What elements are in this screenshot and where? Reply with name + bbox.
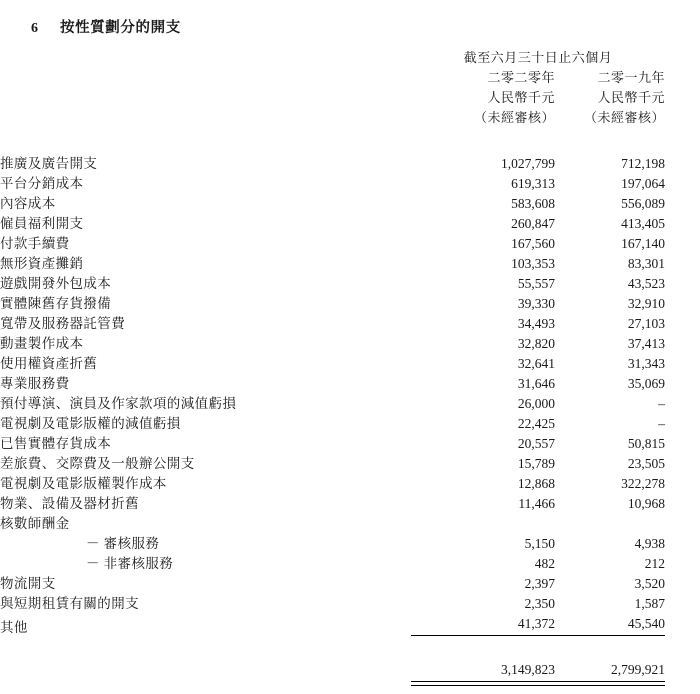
cell-2019: 322,278	[621, 476, 666, 491]
table-row	[0, 212, 700, 232]
cell-2020: 39,330	[517, 296, 555, 311]
cell-2020: 15,789	[517, 456, 555, 471]
cell-2019	[555, 512, 665, 532]
cell-2019: 37,413	[627, 336, 666, 351]
table-row	[0, 492, 700, 512]
cell-2019: 167,140	[621, 236, 666, 251]
cell-2020: 34,493	[517, 316, 555, 331]
cell-2020: 260,847	[511, 216, 555, 231]
row-label: 付款手續費	[0, 236, 70, 251]
total-rule-2020	[411, 682, 555, 686]
cell-2020: 55,557	[517, 276, 555, 291]
column-header-year-2019: 二零一九年	[597, 70, 666, 85]
table-row	[0, 552, 700, 572]
cell-2020: 20,557	[517, 436, 555, 451]
cell-2020: 482	[534, 556, 555, 571]
column-header-unit-2020: 人民幣千元	[487, 90, 555, 105]
cell-2020: 31,646	[517, 376, 555, 391]
cell-2019: 27,103	[627, 316, 666, 331]
table-row	[0, 292, 700, 312]
cell-2019: 23,505	[627, 456, 666, 471]
cell-2020: 41,372	[411, 612, 555, 636]
column-header-unit-2019: 人民幣千元	[597, 90, 666, 105]
cell-2019: 43,523	[627, 276, 666, 291]
table-row	[0, 272, 700, 292]
column-header-audit-2020: （未經審核）	[473, 110, 555, 125]
table-row	[0, 152, 700, 172]
table-row	[0, 372, 700, 392]
cell-2019: 4,938	[634, 536, 666, 551]
cell-2019: 212	[644, 556, 666, 571]
table-row	[0, 612, 700, 636]
cell-2020: 26,000	[517, 396, 555, 411]
row-label: 遊戲開發外包成本	[0, 276, 112, 291]
total-row	[0, 656, 700, 682]
header-row-period	[0, 46, 700, 66]
cell-2019: 1,587	[634, 596, 666, 611]
cell-2020: 2,397	[524, 576, 555, 591]
row-label: 電視劇及電影版權製作成本	[0, 476, 167, 491]
cell-2019: 556,089	[621, 196, 666, 211]
row-label: 差旅費、交際費及一般辦公開支	[0, 456, 195, 471]
table-row	[0, 352, 700, 372]
row-label: 無形資產攤銷	[0, 256, 84, 271]
table-row	[0, 332, 700, 352]
column-header-year-2020: 二零二零年	[487, 70, 555, 85]
note-heading	[0, 16, 700, 37]
total-spacer	[0, 636, 700, 657]
total-rule-2019	[555, 682, 665, 686]
row-label: 核數師酬金	[0, 516, 70, 531]
table-row	[0, 232, 700, 252]
row-label: 物業、設備及器材折舊	[0, 496, 139, 511]
table-row	[0, 452, 700, 472]
table-row	[0, 252, 700, 272]
expenses-by-nature-table	[0, 46, 700, 686]
row-label: 動畫製作成本	[0, 336, 84, 351]
row-label: 平台分銷成本	[0, 176, 84, 191]
table-row	[0, 312, 700, 332]
table-row	[0, 532, 700, 552]
cell-2020: 167,560	[511, 236, 555, 251]
header-period-label: 截至六月三十日止六個月	[463, 50, 613, 65]
row-label: 實體陳舊存貨撥備	[0, 296, 112, 311]
cell-2019: 712,198	[621, 156, 666, 171]
cell-2020: 2,350	[524, 596, 555, 611]
cell-2020	[411, 512, 555, 532]
row-label: 內容成本	[0, 196, 56, 211]
table-row	[0, 172, 700, 192]
row-label: 與短期租賃有關的開支	[0, 596, 139, 611]
table-row	[0, 472, 700, 492]
row-label: － 審核服務	[86, 536, 160, 551]
cell-2019: –	[658, 416, 666, 431]
page-title: 按性質劃分的開支	[60, 20, 181, 36]
row-label: － 非審核服務	[86, 556, 174, 571]
row-label: 專業服務費	[0, 376, 70, 391]
cell-2020: 12,868	[517, 476, 555, 491]
row-label: 其他	[0, 619, 28, 635]
row-label: 僱員福利開支	[0, 216, 84, 231]
cell-2020: 5,150	[524, 536, 555, 551]
row-label: 電視劇及電影版權的減值虧損	[0, 416, 181, 431]
cell-2019: 197,064	[621, 176, 666, 191]
table-row	[0, 512, 700, 532]
cell-2019: 45,540	[555, 612, 665, 636]
cell-2020: 103,353	[511, 256, 555, 271]
cell-2019: 32,910	[627, 296, 666, 311]
cell-2020: 583,608	[511, 196, 555, 211]
table-row	[0, 432, 700, 452]
table-header	[0, 46, 700, 152]
cell-2020: 11,466	[518, 496, 555, 511]
table-body	[0, 152, 700, 686]
cell-2020: 32,820	[517, 336, 555, 351]
cell-2019: 83,301	[627, 256, 666, 271]
table-row	[0, 572, 700, 592]
total-double-rule	[0, 682, 700, 686]
table-row	[0, 592, 700, 612]
header-row-year	[0, 66, 700, 86]
cell-2019: 3,520	[634, 576, 666, 591]
header-row-unit	[0, 86, 700, 106]
cell-2020: 32,641	[517, 356, 555, 371]
cell-2019: 31,343	[627, 356, 666, 371]
total-cell-2020: 3,149,823	[411, 656, 555, 682]
row-label: 預付導演、演員及作家款項的減值虧損	[0, 396, 237, 411]
cell-2020: 22,425	[517, 416, 555, 431]
table-row	[0, 412, 700, 432]
header-row-audit-status	[0, 106, 700, 126]
row-label: 推廣及廣告開支	[0, 156, 98, 171]
cell-2019: 413,405	[621, 216, 666, 231]
table-row	[0, 192, 700, 212]
column-header-audit-2019: （未經審核）	[584, 110, 666, 125]
total-cell-2019: 2,799,921	[555, 656, 665, 682]
cell-2020: 619,313	[511, 176, 555, 191]
cell-2019: 35,069	[627, 376, 666, 391]
row-label: 使用權資產折舊	[0, 356, 98, 371]
row-label: 物流開支	[0, 576, 56, 591]
note-number: 6	[31, 21, 38, 36]
header-spacer	[0, 126, 700, 152]
row-label: 寬帶及服務器託管費	[0, 316, 126, 331]
cell-2019: 10,968	[627, 496, 666, 511]
cell-2019: –	[658, 396, 666, 411]
table-row	[0, 392, 700, 412]
cell-2020: 1,027,799	[501, 156, 555, 171]
cell-2019: 50,815	[627, 436, 666, 451]
total-label	[0, 656, 411, 682]
row-label: 已售實體存貨成本	[0, 436, 112, 451]
